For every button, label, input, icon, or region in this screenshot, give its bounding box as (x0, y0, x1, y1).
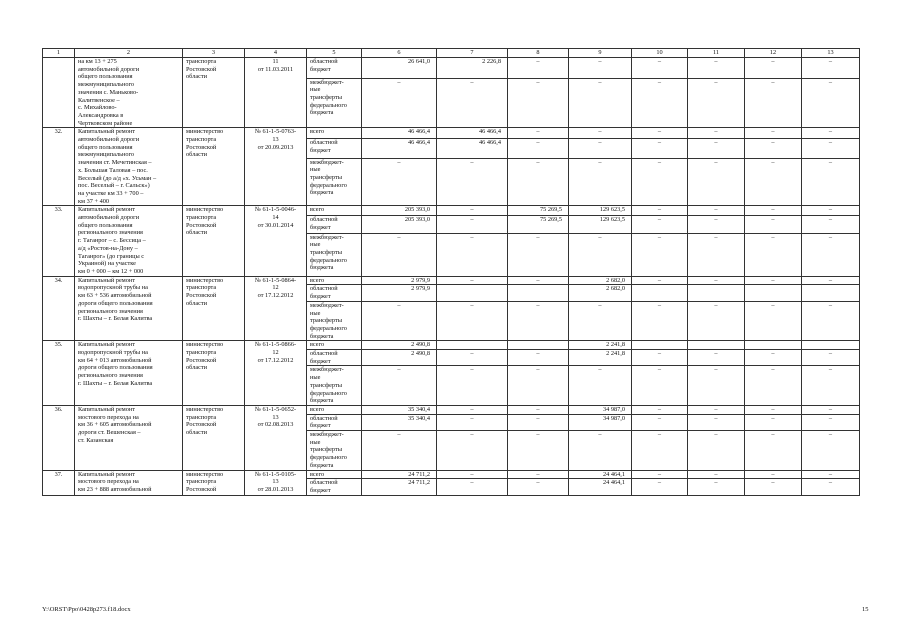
value-cell: – (362, 78, 437, 128)
object-name-cell: Капитальный ремонт водопропускной трубы на км 63 + 536 автомобильной дороги общего пользования регионального значения г. Шахты – г. Белая Калитва (75, 276, 183, 341)
value-cell: – (508, 350, 569, 366)
value-cell: – (802, 405, 860, 414)
value-cell: – (802, 470, 860, 479)
value-cell: – (802, 206, 860, 215)
object-name-cell: Капитальный ремонт водопропускной трубы на км 64 + 013 автомобильной дороги общего пользования регионального значения г. Шахты – г. Белая Калитва (75, 341, 183, 406)
value-cell: – (569, 58, 632, 79)
funding-source-cell: областной бюджет (307, 215, 362, 233)
value-cell (688, 341, 745, 350)
value-cell: – (437, 414, 508, 430)
value-cell: – (437, 470, 508, 479)
value-cell: – (632, 350, 688, 366)
value-cell: 35 340,4 (362, 405, 437, 414)
value-cell (437, 285, 508, 301)
funding-source-cell: межбюджет- ные трансферты федерального бюджета (307, 366, 362, 406)
value-cell: – (632, 158, 688, 206)
value-cell: – (802, 366, 860, 406)
value-cell: – (437, 206, 508, 215)
value-cell: – (632, 233, 688, 276)
funding-source-cell: межбюджет- ные трансферты федерального бюджета (307, 158, 362, 206)
funding-source-cell: межбюджет- ные трансферты федерального бюджета (307, 233, 362, 276)
column-number-header: 13 (802, 49, 860, 58)
value-cell: – (688, 138, 745, 158)
customer-cell: министерство транспорта Ростовской области (183, 341, 245, 406)
value-cell: – (802, 431, 860, 471)
value-cell: – (745, 206, 802, 215)
value-cell: – (688, 414, 745, 430)
value-cell (632, 341, 688, 350)
page-number: 15 (862, 606, 869, 613)
value-cell: – (745, 233, 802, 276)
value-cell: – (362, 366, 437, 406)
document-cell: № 61-1-5-0864- 12 от 17.12.2012 (245, 276, 307, 341)
value-cell: – (802, 128, 860, 139)
value-cell: – (362, 301, 437, 341)
value-cell: – (632, 479, 688, 495)
funding-source-cell: межбюджет- ные трансферты федерального бюджета (307, 431, 362, 471)
financing-table (42, 48, 860, 496)
value-cell: – (632, 414, 688, 430)
value-cell: – (437, 215, 508, 233)
value-cell: 205 393,0 (362, 206, 437, 215)
value-cell: – (745, 414, 802, 430)
column-number-header: 6 (362, 49, 437, 58)
value-cell: – (437, 366, 508, 406)
value-cell: – (632, 301, 688, 341)
value-cell: – (569, 233, 632, 276)
value-cell: – (437, 405, 508, 414)
value-cell: 24 464,1 (569, 479, 632, 495)
value-cell (688, 285, 745, 301)
column-number-header: 8 (508, 49, 569, 58)
value-cell: – (745, 138, 802, 158)
value-cell: – (508, 78, 569, 128)
value-cell: – (745, 276, 802, 285)
value-cell: – (508, 58, 569, 79)
table-header-row (43, 49, 860, 58)
row-number-cell: 32. (43, 128, 75, 206)
column-number-header: 1 (43, 49, 75, 58)
value-cell: 26 641,0 (362, 58, 437, 79)
value-cell: 2 490,8 (362, 350, 437, 366)
column-number-header: 11 (688, 49, 745, 58)
value-cell: 35 340,4 (362, 414, 437, 430)
funding-source-cell: всего (307, 276, 362, 285)
value-cell: – (508, 479, 569, 495)
funding-source-cell: областной бюджет (307, 479, 362, 495)
document-cell: 11 от 11.03.2011 (245, 58, 307, 128)
value-cell: 2 682,0 (569, 276, 632, 285)
value-cell: – (362, 431, 437, 471)
funding-source-cell: областной бюджет (307, 138, 362, 158)
value-cell: – (688, 366, 745, 406)
funding-source-cell: всего (307, 470, 362, 479)
value-cell: – (508, 138, 569, 158)
value-cell: – (632, 128, 688, 139)
value-cell: 205 393,0 (362, 215, 437, 233)
value-cell: – (802, 479, 860, 495)
value-cell: – (688, 215, 745, 233)
value-cell: – (745, 158, 802, 206)
column-number-header: 3 (183, 49, 245, 58)
row-number-cell (43, 58, 75, 128)
value-cell: – (688, 233, 745, 276)
row-number-cell: 35. (43, 341, 75, 406)
value-cell: 2 979,9 (362, 285, 437, 301)
value-cell: – (508, 128, 569, 139)
value-cell: 129 623,5 (569, 206, 632, 215)
funding-source-cell: всего (307, 341, 362, 350)
value-cell: – (688, 276, 745, 285)
column-number-header: 10 (632, 49, 688, 58)
table-row (43, 206, 860, 215)
value-cell: – (569, 431, 632, 471)
table-row (43, 341, 860, 350)
value-cell: – (688, 470, 745, 479)
document-cell: № 61-1-5-0763- 13 от 20.09.2013 (245, 128, 307, 206)
value-cell: – (802, 233, 860, 276)
value-cell: – (508, 366, 569, 406)
value-cell (802, 285, 860, 301)
value-cell: – (688, 78, 745, 128)
document-table-container (42, 48, 860, 496)
value-cell: – (745, 470, 802, 479)
customer-cell: министерство транспорта Ростовской (183, 470, 245, 495)
value-cell: 75 269,5 (508, 206, 569, 215)
value-cell: 24 464,1 (569, 470, 632, 479)
value-cell: – (508, 414, 569, 430)
table-row (43, 276, 860, 285)
value-cell: 2 682,0 (569, 285, 632, 301)
value-cell: – (745, 215, 802, 233)
value-cell (745, 341, 802, 350)
column-number-header: 4 (245, 49, 307, 58)
funding-source-cell: областной бюджет (307, 414, 362, 430)
value-cell: – (632, 206, 688, 215)
value-cell: – (688, 206, 745, 215)
object-name-cell: Капитальный ремонт автомобильной дороги общего пользования межмуниципального значения ст. Мечетинская – х. Большая Таловая – пос. Веселый (до а/д «х. Усьман – пос. Веселый – г. Сальск») на участке км 33 + 700 – км 37 + 400 (75, 128, 183, 206)
column-number-header: 7 (437, 49, 508, 58)
value-cell: 34 987,0 (569, 414, 632, 430)
customer-cell: министерство транспорта Ростовской области (183, 276, 245, 341)
funding-source-cell: межбюджет- ные трансферты федерального бюджета (307, 78, 362, 128)
value-cell: – (632, 405, 688, 414)
value-cell: 2 226,8 (437, 58, 508, 79)
value-cell: – (569, 301, 632, 341)
value-cell (745, 285, 802, 301)
value-cell: – (688, 128, 745, 139)
funding-source-cell: областной бюджет (307, 350, 362, 366)
value-cell: 46 466,4 (437, 128, 508, 139)
value-cell: – (745, 58, 802, 79)
value-cell: – (508, 301, 569, 341)
funding-source-cell: всего (307, 128, 362, 139)
customer-cell: министерство транспорта Ростовской области (183, 206, 245, 276)
value-cell: – (437, 479, 508, 495)
value-cell: – (362, 233, 437, 276)
value-cell: 2 241,8 (569, 350, 632, 366)
object-name-cell: на км 13 + 275 автомобильной дороги общего пользования межмуниципального значения с. Маньково- Калитвенское – с. Михайлово- Александровка в Чертковском районе (75, 58, 183, 128)
value-cell: – (802, 276, 860, 285)
value-cell: – (802, 158, 860, 206)
funding-source-cell: всего (307, 206, 362, 215)
value-cell: – (745, 405, 802, 414)
value-cell: – (508, 405, 569, 414)
value-cell (508, 285, 569, 301)
value-cell: – (802, 138, 860, 158)
table-row (43, 470, 860, 479)
value-cell: 129 623,5 (569, 215, 632, 233)
value-cell: – (688, 479, 745, 495)
document-cell: № 61-1-5-0046- 14 от 30.01.2014 (245, 206, 307, 276)
value-cell: – (569, 78, 632, 128)
value-cell (632, 285, 688, 301)
table-row (43, 405, 860, 414)
value-cell: – (688, 58, 745, 79)
value-cell: – (437, 233, 508, 276)
value-cell: – (362, 158, 437, 206)
value-cell: – (437, 350, 508, 366)
value-cell: – (632, 431, 688, 471)
value-cell: 46 466,4 (362, 138, 437, 158)
value-cell: – (745, 479, 802, 495)
value-cell: – (745, 128, 802, 139)
value-cell: – (508, 431, 569, 471)
value-cell: – (632, 470, 688, 479)
value-cell: – (508, 233, 569, 276)
value-cell: 2 979,9 (362, 276, 437, 285)
value-cell: 24 711,2 (362, 470, 437, 479)
document-cell: № 61-1-5-0866- 12 от 17.12.2012 (245, 341, 307, 406)
value-cell: – (745, 431, 802, 471)
row-number-cell: 37. (43, 470, 75, 495)
column-number-header: 2 (75, 49, 183, 58)
value-cell: – (802, 78, 860, 128)
value-cell: – (632, 138, 688, 158)
object-name-cell: Капитальный ремонт мостового перехода на км 23 + 888 автомобильной (75, 470, 183, 495)
value-cell: – (569, 128, 632, 139)
value-cell: 75 269,5 (508, 215, 569, 233)
value-cell: – (802, 58, 860, 79)
table-row (43, 128, 860, 139)
funding-source-cell: межбюджет- ные трансферты федерального бюджета (307, 301, 362, 341)
funding-source-cell: областной бюджет (307, 58, 362, 79)
object-name-cell: Капитальный ремонт автомобильной дороги общего пользования регионального значения г. Таганрог – с. Бессица – а/д «Ростов-на-Дону – Таганрог» (до границы с Украиной) на участке км 0 + 000 – км 12 + 000 (75, 206, 183, 276)
value-cell: – (688, 405, 745, 414)
column-number-header: 9 (569, 49, 632, 58)
funding-source-cell: областной бюджет (307, 285, 362, 301)
value-cell: – (632, 366, 688, 406)
footer-file-path: Y:\ORST\Ppo\0428p273.f18.docx (42, 606, 131, 613)
value-cell: – (437, 78, 508, 128)
value-cell: – (745, 350, 802, 366)
value-cell: – (632, 58, 688, 79)
value-cell: – (745, 366, 802, 406)
value-cell: – (508, 276, 569, 285)
value-cell: – (437, 301, 508, 341)
value-cell: – (802, 350, 860, 366)
value-cell: – (688, 350, 745, 366)
value-cell: – (745, 301, 802, 341)
value-cell: – (688, 158, 745, 206)
value-cell: 24 711,2 (362, 479, 437, 495)
value-cell: – (437, 431, 508, 471)
value-cell: – (569, 138, 632, 158)
value-cell: – (569, 158, 632, 206)
table-row (43, 58, 860, 79)
value-cell: – (802, 414, 860, 430)
value-cell: 34 987,0 (569, 405, 632, 414)
value-cell: – (745, 78, 802, 128)
value-cell: – (632, 276, 688, 285)
row-number-cell: 36. (43, 405, 75, 470)
value-cell (437, 341, 508, 350)
value-cell: 46 466,4 (362, 128, 437, 139)
customer-cell: министерство транспорта Ростовской области (183, 405, 245, 470)
value-cell: – (632, 78, 688, 128)
document-cell: № 61-1-5-0652- 13 от 02.08.2013 (245, 405, 307, 470)
value-cell (508, 341, 569, 350)
value-cell: 2 241,8 (569, 341, 632, 350)
row-number-cell: 33. (43, 206, 75, 276)
value-cell: 2 490,8 (362, 341, 437, 350)
value-cell: – (437, 276, 508, 285)
row-number-cell: 34. (43, 276, 75, 341)
value-cell: – (802, 301, 860, 341)
funding-source-cell: всего (307, 405, 362, 414)
customer-cell: транспорта Ростовской области (183, 58, 245, 128)
column-number-header: 12 (745, 49, 802, 58)
value-cell (802, 341, 860, 350)
value-cell: – (632, 215, 688, 233)
object-name-cell: Капитальный ремонт мостового перехода на км 36 + 605 автомобильной дороги ст. Вешенская – ст. Казанская (75, 405, 183, 470)
value-cell: – (508, 158, 569, 206)
value-cell: 46 466,4 (437, 138, 508, 158)
value-cell: – (802, 215, 860, 233)
document-cell: № 61-1-5-0105- 13 от 28.01.2013 (245, 470, 307, 495)
value-cell: – (688, 431, 745, 471)
value-cell: – (688, 301, 745, 341)
column-number-header: 5 (307, 49, 362, 58)
customer-cell: министерство транспорта Ростовской области (183, 128, 245, 206)
value-cell: – (508, 470, 569, 479)
value-cell: – (437, 158, 508, 206)
value-cell: – (569, 366, 632, 406)
